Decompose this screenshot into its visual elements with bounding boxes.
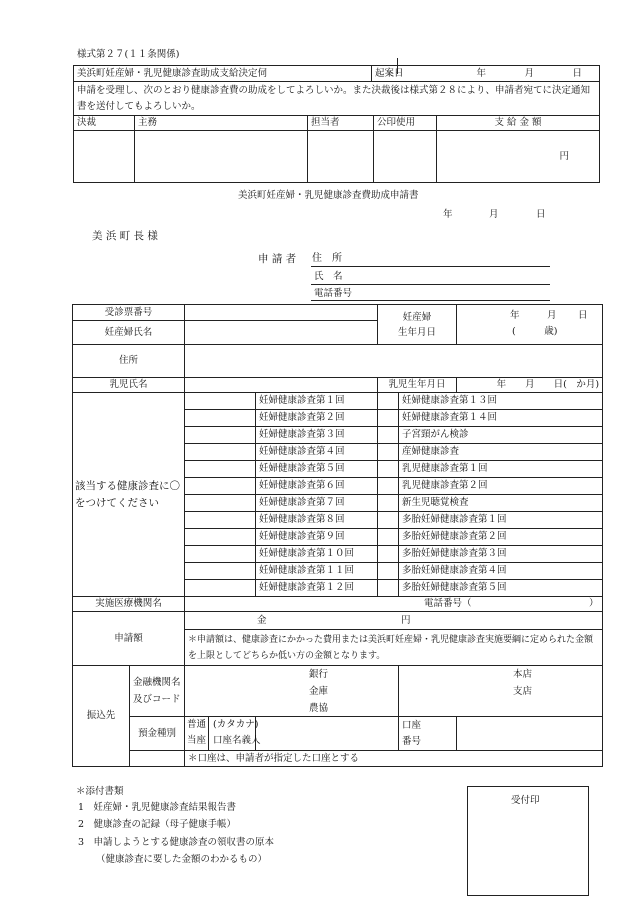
check-right-mark[interactable] [378, 393, 399, 410]
checkup-right: 新生児聴覚検査 [399, 495, 603, 512]
checkup-left: 妊婦健康診査第８回 [256, 512, 378, 529]
check-right-mark[interactable] [378, 580, 399, 597]
infant-name-field[interactable] [185, 378, 378, 393]
mother-birth-month: 月 [547, 310, 557, 321]
checkup-left: 妊婦健康診査第７回 [256, 495, 378, 512]
col-tanto: 担当者 [308, 116, 374, 131]
check-left-mark[interactable] [185, 529, 256, 546]
branch-honten: 本店 [513, 669, 533, 680]
checkup-left: 妊婦健康診査第５回 [256, 461, 378, 478]
deposit-type-field[interactable] [185, 717, 261, 751]
mother-birth-label [378, 305, 457, 345]
amount-box[interactable] [437, 131, 600, 183]
app-date-month: 月 [489, 209, 499, 220]
checkup-right: 多胎妊婦健康診査第４回 [399, 563, 603, 580]
checkup-right: 妊婦健康診査第１３回 [399, 393, 603, 410]
holder-katakana: (カタカナ) [213, 719, 259, 730]
amount-yen: 円 [559, 150, 570, 162]
draft-month: 月 [524, 68, 535, 79]
checkup-right: 多胎妊婦健康診査第５回 [399, 580, 603, 597]
deposit-blank [130, 751, 185, 767]
name-label: 氏 名 [314, 271, 343, 282]
reception-stamp-label: 受付印 [511, 795, 540, 806]
holder-label: 口座名義人 [213, 735, 261, 746]
col-shumu: 主務 [135, 116, 308, 131]
checkup-right: 乳児健康診査第１回 [399, 461, 603, 478]
decision-text: 申請を受理し、次のとおり健康診査費の助成をしてよろしいか。また決裁後は様式第２８により、申請者宛てに決定通知書を送付してもよろしいか。 [74, 82, 600, 116]
infant-name-label: 乳児氏名 [73, 378, 185, 393]
check-instruction: 該当する健康診査に〇をつけてください [73, 393, 185, 597]
checkup-left: 妊婦健康診査第９回 [256, 529, 378, 546]
check-right-mark[interactable] [378, 461, 399, 478]
check-right-mark[interactable] [378, 529, 399, 546]
branch-field[interactable] [399, 666, 603, 717]
checkup-left: 妊婦健康診査第１０回 [256, 546, 378, 563]
check-left-mark[interactable] [185, 495, 256, 512]
check-left-mark[interactable] [185, 563, 256, 580]
bank-nokyo: 農協 [309, 703, 329, 714]
account-label [399, 717, 457, 751]
check-left-mark[interactable] [185, 478, 256, 495]
attachment-item: 2 健康診査の記録（母子健康手帳） [78, 819, 237, 830]
bank-field[interactable] [185, 666, 399, 717]
check-left-mark[interactable] [185, 512, 256, 529]
checkup-left: 妊婦健康診査第１回 [256, 393, 378, 410]
mother-birth-field[interactable] [457, 305, 603, 345]
institution-phone-close: ） [589, 598, 599, 609]
check-left-mark[interactable] [185, 427, 256, 444]
amount-kin: 金 [257, 615, 267, 626]
account-label-line1: 口座 [402, 719, 422, 731]
check-left-mark[interactable] [185, 393, 256, 410]
checkup-right: 産婦健康診査 [399, 444, 603, 461]
check-right-mark[interactable] [378, 444, 399, 461]
application-title: 美浜町妊産婦・乳児健康診査費助成申請書 [238, 190, 419, 201]
check-left-mark[interactable] [185, 580, 256, 597]
amount-label: 申請額 [73, 612, 185, 666]
check-right-mark[interactable] [378, 546, 399, 563]
account-label-line2: 番号 [402, 735, 422, 747]
draft-year: 年 [476, 68, 487, 79]
checkup-right: 乳児健康診査第２回 [399, 478, 603, 495]
shumu-box[interactable] [135, 131, 308, 183]
deposit-type-label: 預金種別 [130, 717, 185, 751]
checkup-right: 多胎妊婦健康診査第３回 [399, 546, 603, 563]
check-left-mark[interactable] [185, 461, 256, 478]
checkup-right: 子宮頸がん検診 [399, 427, 603, 444]
deposit-futsu[interactable]: 普通 [187, 719, 207, 730]
ticket-no-field[interactable] [185, 305, 378, 321]
form-number: 様式第２７(１１条関係) [77, 49, 180, 60]
check-right-mark[interactable] [378, 563, 399, 580]
mother-birth-line1: 妊産婦 [402, 311, 432, 323]
infant-birth-field[interactable]: 年 月 日( か月) [457, 378, 603, 393]
institution-label: 実施医療機関名 [73, 597, 185, 612]
institution-field[interactable] [185, 597, 603, 612]
mother-birth-day: 日 [578, 310, 588, 321]
checkup-left: 妊婦健康診査第４回 [256, 444, 378, 461]
amount-field[interactable] [185, 612, 603, 630]
amount-note: ＊申請額は、健康診査にかかった費用または美浜町妊産婦・乳児健康診査実施要綱に定められた金額を上限としてどちらか低い方の金額となります。 [185, 630, 603, 666]
koin-box[interactable] [374, 131, 437, 183]
application-table [72, 304, 603, 767]
amount-en: 円 [401, 615, 411, 626]
bank-label: 金融機関名及びコード [130, 666, 185, 717]
bank-ginko: 銀行 [309, 669, 329, 680]
attachment-item: 1 妊産婦・乳児健康診査結果報告書 [78, 802, 237, 813]
checkup-right: 多胎妊婦健康診査第２回 [399, 529, 603, 546]
check-left-mark[interactable] [185, 546, 256, 563]
address-field[interactable] [185, 345, 603, 378]
app-date-day: 日 [536, 209, 546, 220]
addressee: 美 浜 町 長 様 [92, 230, 158, 242]
check-right-mark[interactable] [378, 427, 399, 444]
col-koin: 公印使用 [374, 116, 437, 131]
check-right-mark[interactable] [378, 512, 399, 529]
checkup-right: 多胎妊婦健康診査第１回 [399, 512, 603, 529]
kessai-box[interactable] [74, 131, 135, 183]
check-right-mark[interactable] [378, 495, 399, 512]
checkup-left: 妊婦健康診査第６回 [256, 478, 378, 495]
institution-phone-label: 電話番号（ [424, 598, 472, 609]
tanto-box[interactable] [308, 131, 374, 183]
deposit-toza[interactable]: 当座 [187, 735, 207, 746]
address-label: 住 所 [312, 253, 342, 264]
check-right-mark[interactable] [378, 478, 399, 495]
reception-stamp-box[interactable] [467, 786, 589, 896]
holder-field[interactable] [256, 717, 399, 751]
mother-birth-line2: 生年月日 [398, 326, 437, 338]
ticket-no-label: 受診票番号 [73, 305, 185, 321]
checkup-left: 妊婦健康診査第１１回 [256, 563, 378, 580]
checkup-right: 妊婦健康診査第１４回 [399, 410, 603, 427]
attachment-item3-note: （健康診査に要した金額のわかるもの） [96, 854, 268, 865]
col-amount: 支 給 金 額 [437, 116, 600, 131]
check-right-mark[interactable] [378, 410, 399, 427]
check-left-mark[interactable] [185, 444, 256, 461]
app-date-year: 年 [443, 209, 453, 220]
bank-kinko: 金庫 [309, 686, 329, 697]
applicant-label: 申 請 者 [258, 253, 297, 265]
account-field[interactable] [457, 717, 603, 751]
decision-table [73, 65, 600, 183]
checkup-left: 妊婦健康診査第１２回 [256, 580, 378, 597]
account-note: ＊口座は、申請者が指定した口座とする [185, 751, 603, 767]
phone-label: 電話番号 [314, 288, 353, 299]
checkup-left: 妊婦健康診査第２回 [256, 410, 378, 427]
transfer-label: 振込先 [73, 666, 130, 767]
mother-age: ( 歳) [512, 326, 558, 337]
mother-name-field[interactable] [185, 321, 378, 345]
attachment-item: 3 申請しようとする健康診査の領収書の原本 [78, 837, 275, 848]
address-cell-label: 住所 [73, 345, 185, 378]
attachments-heading: ＊添付書類 [76, 786, 124, 797]
draft-day: 日 [572, 68, 583, 79]
mother-name-label: 妊産婦氏名 [73, 321, 185, 345]
decision-title: 美浜町妊産婦・乳児健康診査助成支給決定伺 [77, 67, 268, 79]
mother-birth-year: 年 [510, 310, 520, 321]
check-left-mark[interactable] [185, 410, 256, 427]
branch-shiten: 支店 [513, 686, 533, 697]
col-kessai: 決裁 [74, 116, 135, 131]
draft-date-label: 起案日 [375, 67, 404, 79]
checkup-left: 妊婦健康診査第３回 [256, 427, 378, 444]
infant-birth-label: 乳児生年月日 [378, 378, 457, 393]
